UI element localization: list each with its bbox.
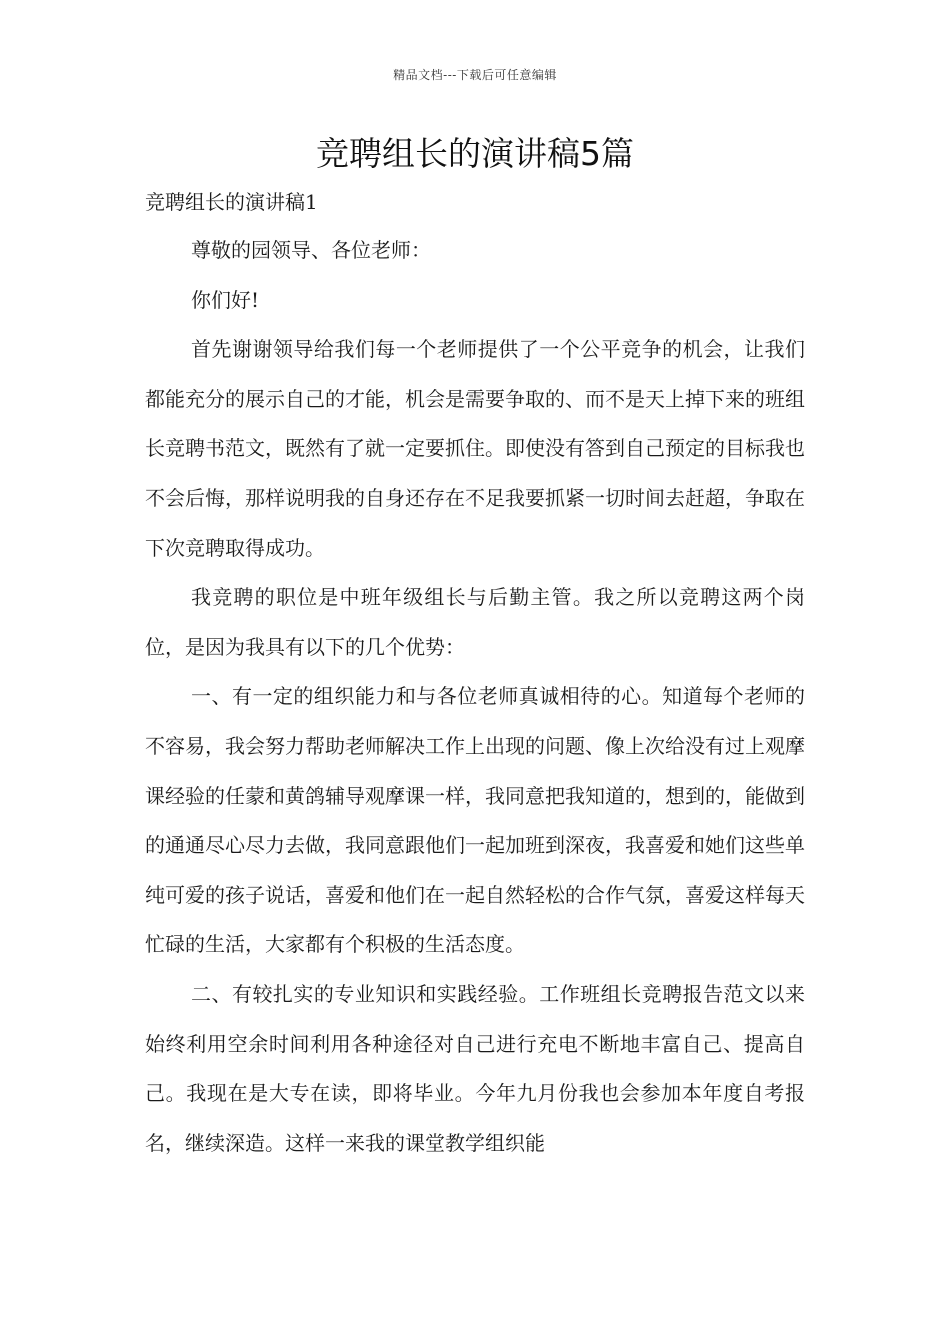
header-note: 精品文档---下载后可任意编辑 (393, 68, 557, 82)
paragraph-salutation: 尊敬的园领导、各位老师： (191, 238, 431, 262)
paragraph-position: 我竞聘的职位是中班年级组长与后勤主管。我之所以竞聘这两个岗位，是因为我具有以下的几个优势： (145, 585, 805, 659)
document-title: 竞聘组长的演讲稿5篇 (316, 134, 634, 173)
paragraph-advantage-one: 一、有一定的组织能力和与各位老师真诚相待的心。知道每个老师的不容易，我会努力帮助老师解决工作上出现的问题、像上次给没有过上观摩课经验的任蒙和黄鸽辅导观摩课一样，我同意把我知道的，想到的，能做到的通通尽心尽力去做，我同意跟他们一起加班到深夜，我喜爱和她们这些单纯可爱的孩子说话，喜爱和他们在一起自然轻松的合作气氛，喜爱这样每天忙碌的生活，大家都有个积极的生活态度。 (145, 684, 805, 957)
body-text (145, 226, 805, 1168)
paragraph-advantage-two: 二、有较扎实的专业知识和实践经验。工作班组长竞聘报告范文以来始终利用空余时间利用各种途径对自己进行充电不断地丰富自己、提高自己。我现在是大专在读，即将毕业。今年九月份我也会参加本年度自考报名，继续深造。这样一来我的课堂教学组织能 (145, 981, 805, 1155)
section-heading: 竞聘组长的演讲稿1 (145, 190, 318, 214)
paragraph-greeting: 你们好! (191, 287, 260, 312)
paragraph-thanks: 首先谢谢领导给我们每一个老师提供了一个公平竞争的机会，让我们都能充分的展示自己的才能，机会是需要争取的、而不是天上掉下来的班组长竞聘书范文，既然有了就一定要抓住。即使没有答到自己预定的目标我也不会后悔，那样说明我的自身还存在不足我要抓紧一切时间去赶超，争取在下次竞聘取得成功。 (145, 337, 805, 560)
